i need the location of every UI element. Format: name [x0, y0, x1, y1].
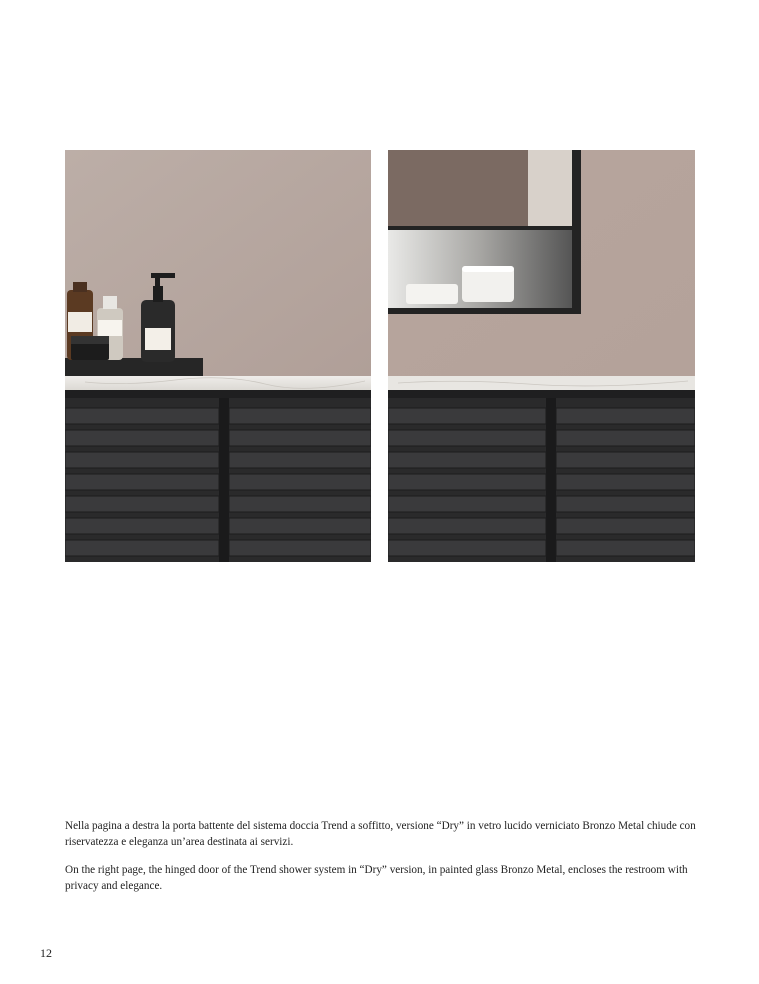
vanity-mirror-illustration	[388, 150, 695, 562]
photo-vanity-with-bottles	[65, 150, 371, 562]
page-number: 12	[40, 946, 52, 960]
photo-vanity-with-mirror-shelf	[388, 150, 695, 562]
vanity-bottles-illustration	[65, 150, 371, 562]
caption-italian: Nella pagina a destra la porta battente del sistema doccia Trend a soffitto, versione “Dry” in vetro lucido verniciato Bronzo Metal chiude con riservatezza e eleganza un’area destinata ai servizi.	[65, 820, 696, 848]
caption-english: On the right page, the hinged door of the Trend shower system in “Dry” version, in painted glass Bronzo Metal, encloses the restroom with privacy and elegance.	[65, 864, 688, 892]
